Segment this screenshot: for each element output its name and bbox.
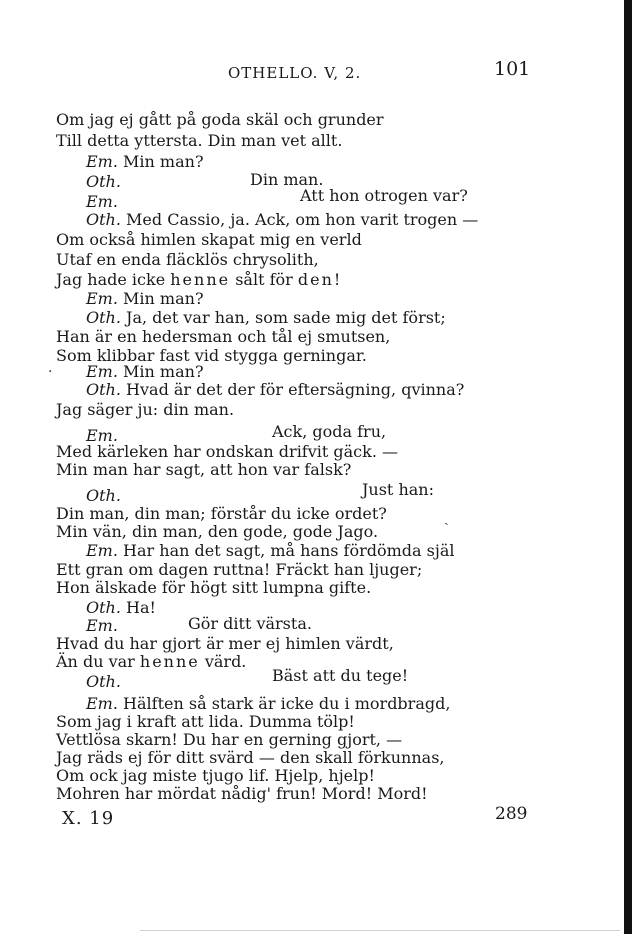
- text-line: Som klibbar fast vid stygga gerningar.: [56, 346, 367, 365]
- text-line: Om också himlen skapat mig en verld: [56, 230, 362, 249]
- text-line: Ett gran om dagen ruttna! Fräckt han ljuger;: [56, 560, 423, 579]
- text-line: Vettlösa skarn! Du har en gerning gjort, —: [56, 730, 403, 749]
- signature-mark: X. 19: [62, 808, 115, 829]
- speech-text: Ack, goda fru,: [272, 422, 387, 441]
- speech-text: Just han:: [362, 480, 434, 499]
- speaker-label: Oth.: [86, 598, 121, 617]
- speaker-label: Oth.: [86, 308, 121, 327]
- speech-text: Att hon otrogen var?: [300, 186, 468, 205]
- speaker-label: Oth.: [86, 672, 121, 691]
- speech-line: [86, 486, 121, 506]
- speech-line: Em. Min man?: [86, 362, 204, 381]
- speech-text: Bäst att du tege!: [272, 666, 409, 685]
- text-line: Med kärleken har ondskan drifvit gäck. —: [56, 442, 399, 461]
- margin-mark: ˎ: [444, 510, 449, 526]
- speech-line: [86, 672, 121, 692]
- speech-line: [86, 616, 118, 636]
- speaker-label: Em.: [86, 192, 118, 211]
- speech-line: [86, 192, 118, 212]
- page-number: 101: [494, 58, 531, 80]
- text-line: Som jag i kraft att lida. Dumma tölp!: [56, 712, 355, 731]
- speech-line: [86, 172, 121, 192]
- text-line: Än du var henne värd.: [56, 652, 247, 671]
- speech-line: Oth. Hvad är det der för eftersägning, qvinna?: [86, 380, 465, 399]
- text-line: Till detta yttersta. Din man vet allt.: [56, 131, 343, 150]
- bottom-rule: [140, 930, 620, 931]
- speaker-label: Em.: [86, 694, 118, 713]
- speech-line: Oth. Med Cassio, ja. Ack, om hon varit trogen —: [86, 210, 479, 229]
- speech-line: Em. Min man?: [86, 289, 204, 308]
- speaker-label: Em.: [86, 616, 118, 635]
- speech-text: Gör ditt värsta.: [188, 614, 312, 633]
- speaker-label: Em.: [86, 426, 118, 445]
- sheet-number: 289: [495, 804, 528, 824]
- speech-line: Em. Har han det sagt, må hans fördömda själ: [86, 541, 455, 560]
- text-line: Jag hade icke henne sålt för den!: [56, 270, 343, 289]
- speech-line: Em. Hälften så stark är icke du i mordbragd,: [86, 694, 451, 713]
- text-line: Hvad du har gjort är mer ej himlen värdt,: [56, 634, 394, 653]
- speech-line: Oth. Ja, det var han, som sade mig det först;: [86, 308, 446, 327]
- text-line: Hon älskade för högt sitt lumpna gifte.: [56, 578, 372, 597]
- text-line: Om ock jag miste tjugo lif. Hjelp, hjelp!: [56, 766, 375, 785]
- speaker-label: Oth.: [86, 210, 121, 229]
- speaker-label: Oth.: [86, 486, 121, 505]
- speech-line: Oth. Ha!: [86, 598, 156, 617]
- text-line: Om jag ej gått på goda skäl och grunder: [56, 110, 384, 129]
- speaker-label: Em.: [86, 541, 118, 560]
- text-line: Min vän, din man, den gode, gode Jago.: [56, 522, 379, 541]
- text-line: Jag räds ej för ditt svärd — den skall förkunnas,: [56, 748, 445, 767]
- speaker-label: Em.: [86, 152, 118, 171]
- speaker-label: Oth.: [86, 380, 121, 399]
- text-line: Han är en hedersman och tål ej smutsen,: [56, 327, 391, 346]
- speaker-label: Em.: [86, 362, 118, 381]
- speaker-label: Oth.: [86, 172, 121, 191]
- text-line: Utaf en enda fläcklös chrysolith,: [56, 250, 319, 269]
- running-title: OTHELLO. V, 2.: [228, 64, 362, 82]
- text-line: Din man, din man; förstår du icke ordet?: [56, 504, 387, 523]
- text-line: Min man har sagt, att hon var falsk?: [56, 460, 352, 479]
- speaker-label: Em.: [86, 289, 118, 308]
- margin-mark: ·: [48, 364, 53, 380]
- text-line: Jag säger ju: din man.: [56, 400, 235, 419]
- speech-text: Din man.: [250, 170, 324, 189]
- text-line: Mohren har mördat nådig' frun! Mord! Mord!: [56, 784, 428, 803]
- page-edge: [624, 0, 632, 934]
- speech-line: Em. Min man?: [86, 152, 204, 171]
